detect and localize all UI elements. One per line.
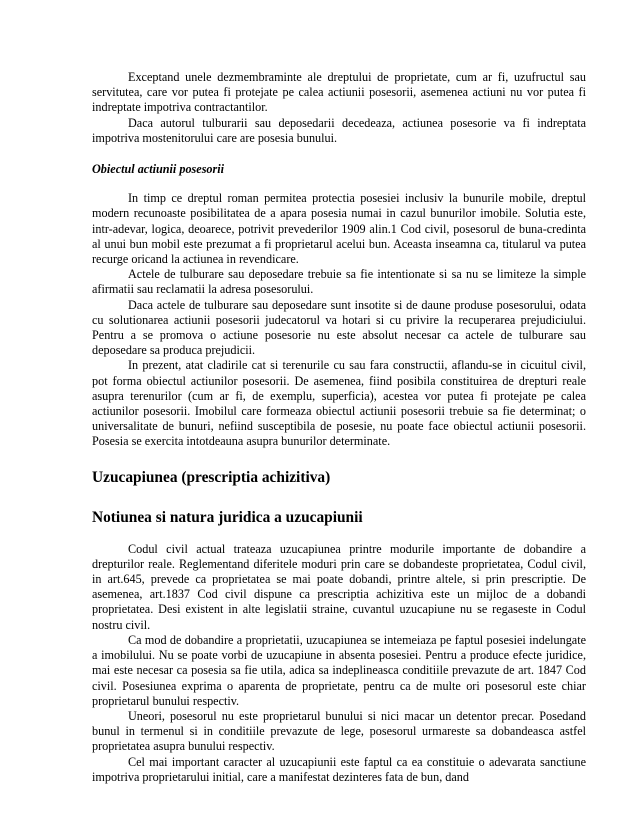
paragraph: Daca actele de tulburare sau deposedare sunt insotite si de daune produse posesorului, odata cu solutionarea actiunii posesorii judecatorul va hotari si cu privire la recuperarea prejudiciului. Pentru a se promova o actiune posesorie nu este absolut necesar ca actele de tulburare sau deposedare sa produca prejudicii. (92, 297, 586, 358)
paragraph: Uneori, posesorul nu este proprietarul bunului si nici macar un detentor precar. Posedand bunul in termenul si in conditiile prevazute de lege, posesorul urmareste sa dobandeasca astfel proprietatea asupra bunului respectiv. (92, 708, 586, 754)
paragraph: In timp ce dreptul roman permitea protectia posesiei inclusiv la bunurile mobile, dreptul modern recunoaste posibilitatea de a apara posesia numai in cazul bunurilor imobile. Solutia este, intr-adevar, logica, deoarece, potrivit prevederilor 1909 alin.1 Cod civil, posesorul de buna-credinta al unui bun mobil este prezumat a fi proprietarul acelui bun. Aceasta inseamna ca, titularul va putea recurge oricand la actiunea in revendicare. (92, 191, 586, 267)
document-page (92, 70, 586, 785)
paragraph: Cel mai important caracter al uzucapiunii este faptul ca ea constituie o adevarata sanctiune impotriva proprietarului initial, care a manifestat dezinteres fata de bun, dand (92, 754, 586, 784)
section-heading: Notiunea si natura juridica a uzucapiunii (92, 508, 363, 526)
paragraph: Ca mod de dobandire a proprietatii, uzucapiunea se intemeiaza pe faptul posesiei indelungate a imobilului. Nu se poate vorbi de uzucapiune in absenta posesiei. Pentru a produce efecte juridice, mai este necesar ca posesia sa fie utila, adica sa indeplineasca conditiile prevazute de art. 1847 Cod civil. Posesiunea exprima o aparenta de proprietate, pentru ca de multe ori posesorul este chiar proprietarul bunului respectiv. (92, 632, 586, 708)
paragraph: In prezent, atat cladirile cat si terenurile cu sau fara constructii, aflandu-se in cicuitul civil, pot forma obiectul actiunilor posesorii. De asemenea, fiind posibila constituirea de drepturi reale asupra terenurilor (cum ar fi, de exemplu, superficia), acestea vor putea fi protejate pe calea actiunilor posesorii. Imobilul care formeaza obiectul actiunii posesorii trebuie sa fie determinat; o universalitate de bunuri, nefiind susceptibila de posesie, nu poate face obiectul actiunii posesorii. Posesia se exercita intotdeauna asupra bunurilor determinate. (92, 358, 586, 449)
section-subheading: Obiectul actiunii posesorii (92, 162, 225, 177)
paragraph: Daca autorul tulburarii sau deposedarii decedeaza, actiunea posesorie va fi indreptata impotriva mostenitorului care are posesia bunului. (92, 115, 586, 145)
chapter-heading: Uzucapiunea (prescriptia achizitiva) (92, 468, 331, 486)
paragraph: Actele de tulburare sau deposedare trebuie sa fie intentionate si sa nu se limiteze la simple afirmatii sau reclamatii la adresa posesorului. (92, 267, 586, 297)
spacer (92, 528, 586, 542)
paragraph: Exceptand unele dezmembraminte ale dreptului de proprietate, cum ar fi, uzufructul sau servitutea, care vor putea fi protejate pe calea actiunii posesorii, asemenea actiuni nu vor putea fi indreptate impotriva contractantilor. (92, 70, 586, 115)
paragraph: Codul civil actual trateaza uzucapiunea printre modurile importante de dobandire a drepturilor reale. Reglementand diferitele moduri prin care se dobandeste proprietatea, Codul civil, in art.645, prevede ca proprietatea se mai poate dobandi, printre altele, si prin prescriptie. De asemenea, art.1837 Cod civil dispune ca prescriptia achizitiva este un mijloc de a dobandi proprietatea. Desi existent in alte legislatii straine, cuvantul uzucapiune nu se regaseste in Codul nostru civil. (92, 541, 586, 632)
